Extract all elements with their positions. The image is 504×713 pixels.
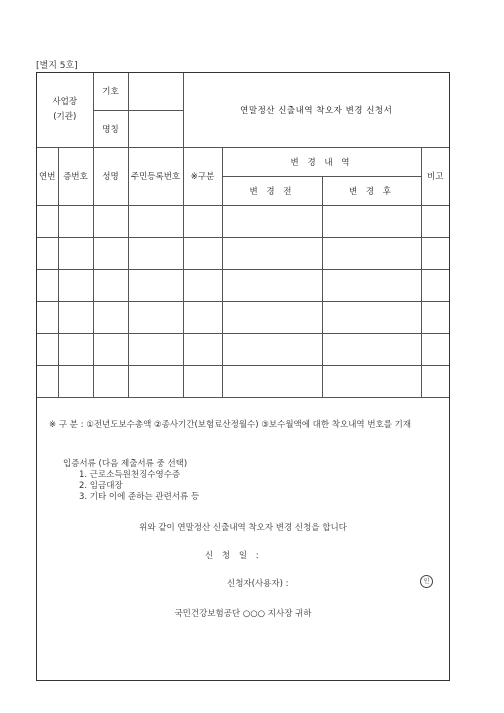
col-category: ※구분 xyxy=(183,147,222,205)
table-cell[interactable] xyxy=(183,333,222,365)
table-cell[interactable] xyxy=(421,205,449,237)
evidence-item: 1. 근로소득원천징수영수증 xyxy=(79,470,181,480)
table-cell[interactable] xyxy=(183,365,222,397)
table-cell[interactable] xyxy=(37,301,58,333)
table-cell[interactable] xyxy=(37,269,58,301)
org-label-text: 사업장 (기관) xyxy=(52,96,78,122)
table-cell[interactable] xyxy=(322,301,421,333)
table-cell[interactable] xyxy=(128,365,183,397)
table-cell[interactable] xyxy=(93,365,128,397)
table-cell[interactable] xyxy=(322,205,421,237)
col-change-group: 변 경 내 역 xyxy=(222,147,421,176)
name-value[interactable] xyxy=(128,110,183,147)
name-label: 명칭 xyxy=(93,110,128,147)
seal-mark-icon: 인 xyxy=(420,575,433,588)
table-row xyxy=(37,205,449,237)
table-cell[interactable] xyxy=(222,237,322,269)
table-cell[interactable] xyxy=(322,269,421,301)
table-cell[interactable] xyxy=(128,205,183,237)
table-cell[interactable] xyxy=(58,205,93,237)
table-cell[interactable] xyxy=(322,333,421,365)
col-resident-no: 주민등록번호 xyxy=(128,147,183,205)
application-form xyxy=(36,72,450,681)
table-cell[interactable] xyxy=(322,237,421,269)
statement: 위와 같이 연말정산 신출내역 착오자 변경 신청을 합니다 xyxy=(139,523,347,533)
recipient: 국민건강보험공단 ○○○ 지사장 귀하 xyxy=(174,609,312,619)
code-value[interactable] xyxy=(128,73,183,110)
category-note: ※ 구 분 : ①전년도보수총액 ②종사기간(보험료산정월수) ③보수월액에 대한 착오내역 번호를 기재 xyxy=(49,420,412,430)
applicant-label: 신청자(사용자) : xyxy=(227,579,289,589)
table-cell[interactable] xyxy=(222,301,322,333)
table-cell[interactable] xyxy=(183,269,222,301)
table-row xyxy=(37,301,449,333)
table-cell[interactable] xyxy=(421,301,449,333)
table-cell[interactable] xyxy=(37,333,58,365)
table-cell[interactable] xyxy=(93,333,128,365)
table-cell[interactable] xyxy=(128,333,183,365)
table-row xyxy=(37,237,449,269)
table-cell[interactable] xyxy=(222,205,322,237)
col-after: 변 경 후 xyxy=(322,176,421,205)
date-label: 신 청 일 : xyxy=(205,551,262,561)
table-row xyxy=(37,333,449,365)
table-cell[interactable] xyxy=(93,301,128,333)
col-before: 변 경 전 xyxy=(222,176,322,205)
table-cell[interactable] xyxy=(322,365,421,397)
table-cell[interactable] xyxy=(93,205,128,237)
table-row xyxy=(37,365,449,397)
table-cell[interactable] xyxy=(421,333,449,365)
table-cell[interactable] xyxy=(128,237,183,269)
table-cell[interactable] xyxy=(128,269,183,301)
evidence-title: 입증서류 (다음 제출서류 중 선택) xyxy=(63,459,188,469)
table-cell[interactable] xyxy=(183,205,222,237)
form-number: [별지 5호] xyxy=(36,61,78,71)
table-cell[interactable] xyxy=(421,365,449,397)
table-cell[interactable] xyxy=(37,205,58,237)
col-remarks: 비고 xyxy=(421,147,449,205)
org-label xyxy=(37,73,93,147)
col-cert-no: 증번호 xyxy=(58,147,93,205)
evidence-item: 2. 임금대장 xyxy=(79,481,123,491)
table-cell[interactable] xyxy=(183,301,222,333)
table-cell[interactable] xyxy=(58,333,93,365)
table-cell[interactable] xyxy=(58,301,93,333)
table-cell[interactable] xyxy=(421,237,449,269)
table-cell[interactable] xyxy=(222,333,322,365)
table-cell[interactable] xyxy=(93,237,128,269)
col-name: 성명 xyxy=(93,147,128,205)
table-cell[interactable] xyxy=(421,269,449,301)
table-cell[interactable] xyxy=(58,269,93,301)
table-cell[interactable] xyxy=(37,365,58,397)
col-seq: 연번 xyxy=(37,147,58,205)
table-cell[interactable] xyxy=(93,269,128,301)
form-table xyxy=(37,73,449,398)
table-row xyxy=(37,269,449,301)
table-cell[interactable] xyxy=(183,237,222,269)
table-cell[interactable] xyxy=(128,301,183,333)
evidence-item: 3. 기타 이에 준하는 관련서류 등 xyxy=(79,492,200,502)
form-title: 연말정산 신출내역 착오자 변경 신청서 xyxy=(183,73,449,147)
table-cell[interactable] xyxy=(222,269,322,301)
table-cell[interactable] xyxy=(58,365,93,397)
code-label: 기호 xyxy=(93,73,128,110)
table-cell[interactable] xyxy=(222,365,322,397)
table-cell[interactable] xyxy=(37,237,58,269)
table-cell[interactable] xyxy=(58,237,93,269)
